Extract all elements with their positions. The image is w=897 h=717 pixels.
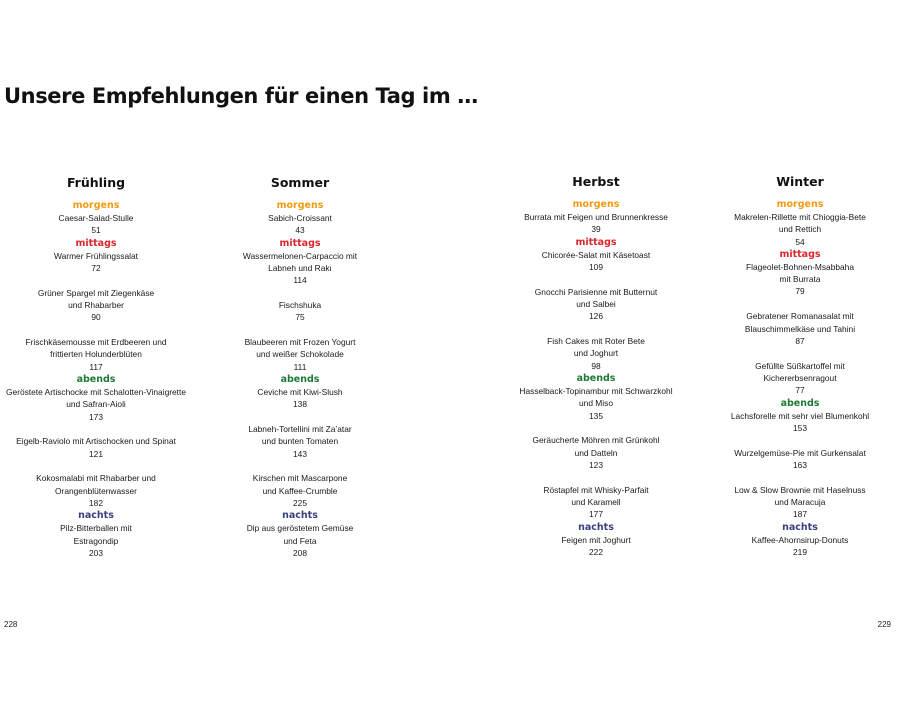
recipe-page-number: 90 bbox=[91, 312, 101, 323]
recipe-entry bbox=[204, 423, 396, 460]
recipe-entry bbox=[704, 211, 896, 248]
season-column-sommer bbox=[204, 175, 396, 559]
recipe-name: Kaffee-Ahornsirup-Donuts bbox=[751, 534, 849, 545]
recipe-page-number: 72 bbox=[91, 262, 101, 273]
recipe-entry bbox=[704, 447, 896, 472]
recipe-name: Gnocchi Parisienne mit Butternut und Salbei bbox=[534, 286, 658, 309]
recipe-entry bbox=[204, 522, 396, 559]
time-group-nachts bbox=[704, 521, 896, 559]
recipe-page-number: 173 bbox=[89, 411, 103, 422]
period-label-nachts: nachts bbox=[782, 521, 818, 533]
recipe-name: Geräucherte Möhren mit Grünkohl und Datteln bbox=[532, 435, 660, 458]
recipe-entry bbox=[0, 435, 192, 460]
period-label-morgens: morgens bbox=[572, 199, 620, 210]
season-heading: Winter bbox=[776, 174, 824, 189]
recipe-entry bbox=[704, 261, 896, 298]
recipe-page-number: 187 bbox=[793, 509, 807, 520]
recipe-entry bbox=[704, 310, 896, 347]
recipe-entry bbox=[500, 211, 692, 236]
recipe-name: Geröstete Artischocke mit Schalotten-Vinaigrette und Safran-Aioli bbox=[6, 386, 186, 410]
period-label-morgens: morgens bbox=[72, 200, 120, 211]
recipe-name: Fish Cakes mit Roter Bete und Joghurt bbox=[547, 336, 645, 359]
recipe-name: Labneh-Tortellini mit Za’atar und bunten Tomaten bbox=[248, 424, 352, 447]
period-label-morgens: morgens bbox=[276, 200, 324, 211]
recipe-entry bbox=[204, 336, 396, 373]
recipe-entry bbox=[204, 212, 396, 237]
recipe-name: Kokosmalabi mit Rhabarber und Orangenblütenwasser bbox=[36, 473, 156, 496]
recipe-name: Kirschen mit Mascarpone und Kaffee-Crumble bbox=[252, 473, 348, 496]
time-group-morgens bbox=[0, 199, 192, 237]
recipe-page-number: 222 bbox=[589, 546, 603, 557]
recipe-page-number: 43 bbox=[295, 225, 305, 236]
recipe-page-number: 163 bbox=[793, 459, 807, 470]
recipe-name: Wurzelgemüse-Pie mit Gurkensalat bbox=[734, 447, 866, 458]
season-column-winter bbox=[704, 174, 896, 558]
recipe-name: Warmer Frühlingssalat bbox=[54, 250, 138, 261]
recipe-name: Röstapfel mit Whisky-Parfait und Karamell bbox=[543, 484, 649, 508]
period-label-mittags: mittags bbox=[279, 237, 321, 249]
time-group-mittags bbox=[0, 237, 192, 373]
season-heading: Frühling bbox=[66, 175, 126, 190]
recipe-page-number: 182 bbox=[89, 498, 103, 509]
recipe-entry bbox=[500, 335, 692, 372]
recipe-page-number: 51 bbox=[91, 225, 101, 236]
recipe-page-number: 77 bbox=[795, 385, 805, 396]
recipe-page-number: 98 bbox=[591, 360, 601, 371]
recipe-page-number: 177 bbox=[589, 509, 603, 520]
recipe-entry bbox=[500, 434, 692, 471]
recipe-entry bbox=[0, 472, 192, 509]
recipe-page-number: 39 bbox=[591, 224, 601, 235]
time-group-abends bbox=[0, 373, 192, 509]
recipe-entry bbox=[500, 534, 692, 559]
recipe-name: Flageolet-Bohnen-Msabbaha mit Burrata bbox=[745, 261, 855, 285]
recipe-page-number: 135 bbox=[589, 410, 603, 421]
recipe-name: Grüner Spargel mit Ziegenkäse und Rhabarber bbox=[37, 287, 155, 310]
period-label-mittags: mittags bbox=[575, 236, 617, 248]
time-group-mittags bbox=[204, 237, 396, 373]
recipe-entry bbox=[500, 249, 692, 274]
period-label-abends: abends bbox=[76, 373, 116, 385]
page-title: Unsere Empfehlungen für einen Tag im … bbox=[4, 84, 478, 108]
recipe-name: Sabich-Croissant bbox=[268, 213, 332, 223]
recipe-page-number: 79 bbox=[795, 286, 805, 297]
time-group-morgens bbox=[204, 199, 396, 237]
period-label-nachts: nachts bbox=[282, 510, 318, 522]
recipe-entry bbox=[204, 472, 396, 509]
recipe-page-number: 54 bbox=[795, 236, 805, 247]
recipe-entry bbox=[204, 386, 396, 411]
recipe-name: Makrelen-Rillette mit Chioggia-Bete und Rettich bbox=[734, 212, 866, 235]
recipe-name: Gebratener Romanasalat mit Blauschimmelkäse und Tahini bbox=[744, 311, 856, 334]
recipe-entry bbox=[500, 484, 692, 521]
time-group-nachts bbox=[204, 509, 396, 559]
recipe-entry bbox=[204, 250, 396, 287]
recipe-name: Blaubeeren mit Frozen Yogurt und weißer Schokolade bbox=[244, 337, 356, 360]
recipe-page-number: 123 bbox=[589, 459, 603, 470]
recipe-page-number: 219 bbox=[793, 546, 807, 557]
recipe-entry bbox=[704, 360, 896, 397]
period-label-abends: abends bbox=[576, 372, 616, 384]
season-column-herbst bbox=[500, 174, 692, 558]
period-label-mittags: mittags bbox=[779, 248, 821, 260]
recipe-entry bbox=[0, 336, 192, 373]
recipe-name: Lachsforelle mit sehr viel Blumenkohl bbox=[730, 410, 870, 421]
recipe-name: Frischkäsemousse mit Erdbeeren und frittierten Holunderblüten bbox=[25, 337, 167, 360]
recipe-entry bbox=[0, 212, 192, 237]
period-label-abends: abends bbox=[780, 397, 820, 409]
season-heading: Herbst bbox=[572, 174, 620, 189]
recipe-name: Gefüllte Süßkartoffel mit Kichererbsenragout bbox=[755, 360, 845, 383]
recipe-name: Hasselback-Topinambur mit Schwarzkohl und Miso bbox=[519, 385, 673, 409]
time-group-mittags bbox=[500, 236, 692, 372]
time-group-abends bbox=[500, 372, 692, 521]
recipe-page-number: 114 bbox=[293, 275, 307, 286]
recipe-page-number: 153 bbox=[793, 422, 807, 433]
time-group-mittags bbox=[704, 248, 896, 397]
period-label-morgens: morgens bbox=[776, 199, 824, 210]
time-group-nachts bbox=[0, 509, 192, 559]
season-column-fruehling bbox=[0, 175, 192, 559]
period-label-mittags: mittags bbox=[75, 237, 117, 249]
recipe-name: Caesar-Salad-Stulle bbox=[58, 213, 134, 223]
recipe-entry bbox=[0, 287, 192, 324]
time-group-morgens bbox=[704, 198, 896, 248]
recipe-name: Chicorée-Salat mit Käsetoast bbox=[541, 249, 651, 260]
recipe-page-number: 138 bbox=[293, 399, 307, 410]
recipe-page-number: 117 bbox=[89, 361, 103, 372]
recipe-entry bbox=[0, 250, 192, 275]
recipe-entry bbox=[704, 534, 896, 559]
recipe-page-number: 75 bbox=[295, 312, 305, 323]
recipe-page-number: 143 bbox=[293, 448, 307, 459]
time-group-abends bbox=[704, 397, 896, 521]
recipe-name: Eigelb-Raviolo mit Artischocken und Spinat bbox=[16, 436, 176, 447]
recipe-name: Pilz-Bitterballen mit Estragondip bbox=[60, 523, 132, 546]
period-label-nachts: nachts bbox=[578, 521, 614, 533]
recipe-page-number: 126 bbox=[589, 311, 603, 322]
recipe-page-number: 111 bbox=[293, 361, 307, 372]
recipe-name: Fischshuka bbox=[278, 299, 322, 310]
recipe-entry bbox=[204, 299, 396, 324]
period-label-abends: abends bbox=[280, 373, 320, 385]
recipe-page-number: 225 bbox=[293, 498, 307, 509]
recipe-page-number: 109 bbox=[589, 261, 603, 272]
recipe-name: Dip aus geröstetem Gemüse und Feta bbox=[246, 523, 354, 546]
recipe-page-number: 203 bbox=[89, 547, 103, 558]
recipe-name: Wassermelonen-Carpaccio mit Labneh und Rakı bbox=[242, 250, 358, 273]
period-label-nachts: nachts bbox=[78, 510, 114, 522]
page-number-right: 229 bbox=[877, 620, 891, 629]
recipe-name: Burrata mit Feigen und Brunnenkresse bbox=[524, 212, 668, 222]
recipe-name: Ceviche mit Kiwi-Slush bbox=[257, 386, 343, 397]
recipe-entry bbox=[704, 410, 896, 435]
recipe-entry bbox=[500, 286, 692, 323]
recipe-name: Low & Slow Brownie mit Haselnuss und Maracuja bbox=[734, 484, 866, 508]
recipe-page-number: 87 bbox=[795, 335, 805, 346]
recipe-page-number: 121 bbox=[89, 448, 103, 459]
recipe-page-number: 208 bbox=[293, 547, 307, 558]
recipe-name: Feigen mit Joghurt bbox=[561, 534, 631, 545]
season-heading: Sommer bbox=[270, 175, 330, 190]
recipe-entry bbox=[500, 385, 692, 422]
time-group-nachts bbox=[500, 521, 692, 559]
recipe-entry bbox=[0, 522, 192, 559]
time-group-abends bbox=[204, 373, 396, 509]
recipe-entry bbox=[0, 386, 192, 423]
time-group-morgens bbox=[500, 198, 692, 236]
recipe-entry bbox=[704, 484, 896, 521]
page-number-left: 228 bbox=[4, 620, 18, 629]
